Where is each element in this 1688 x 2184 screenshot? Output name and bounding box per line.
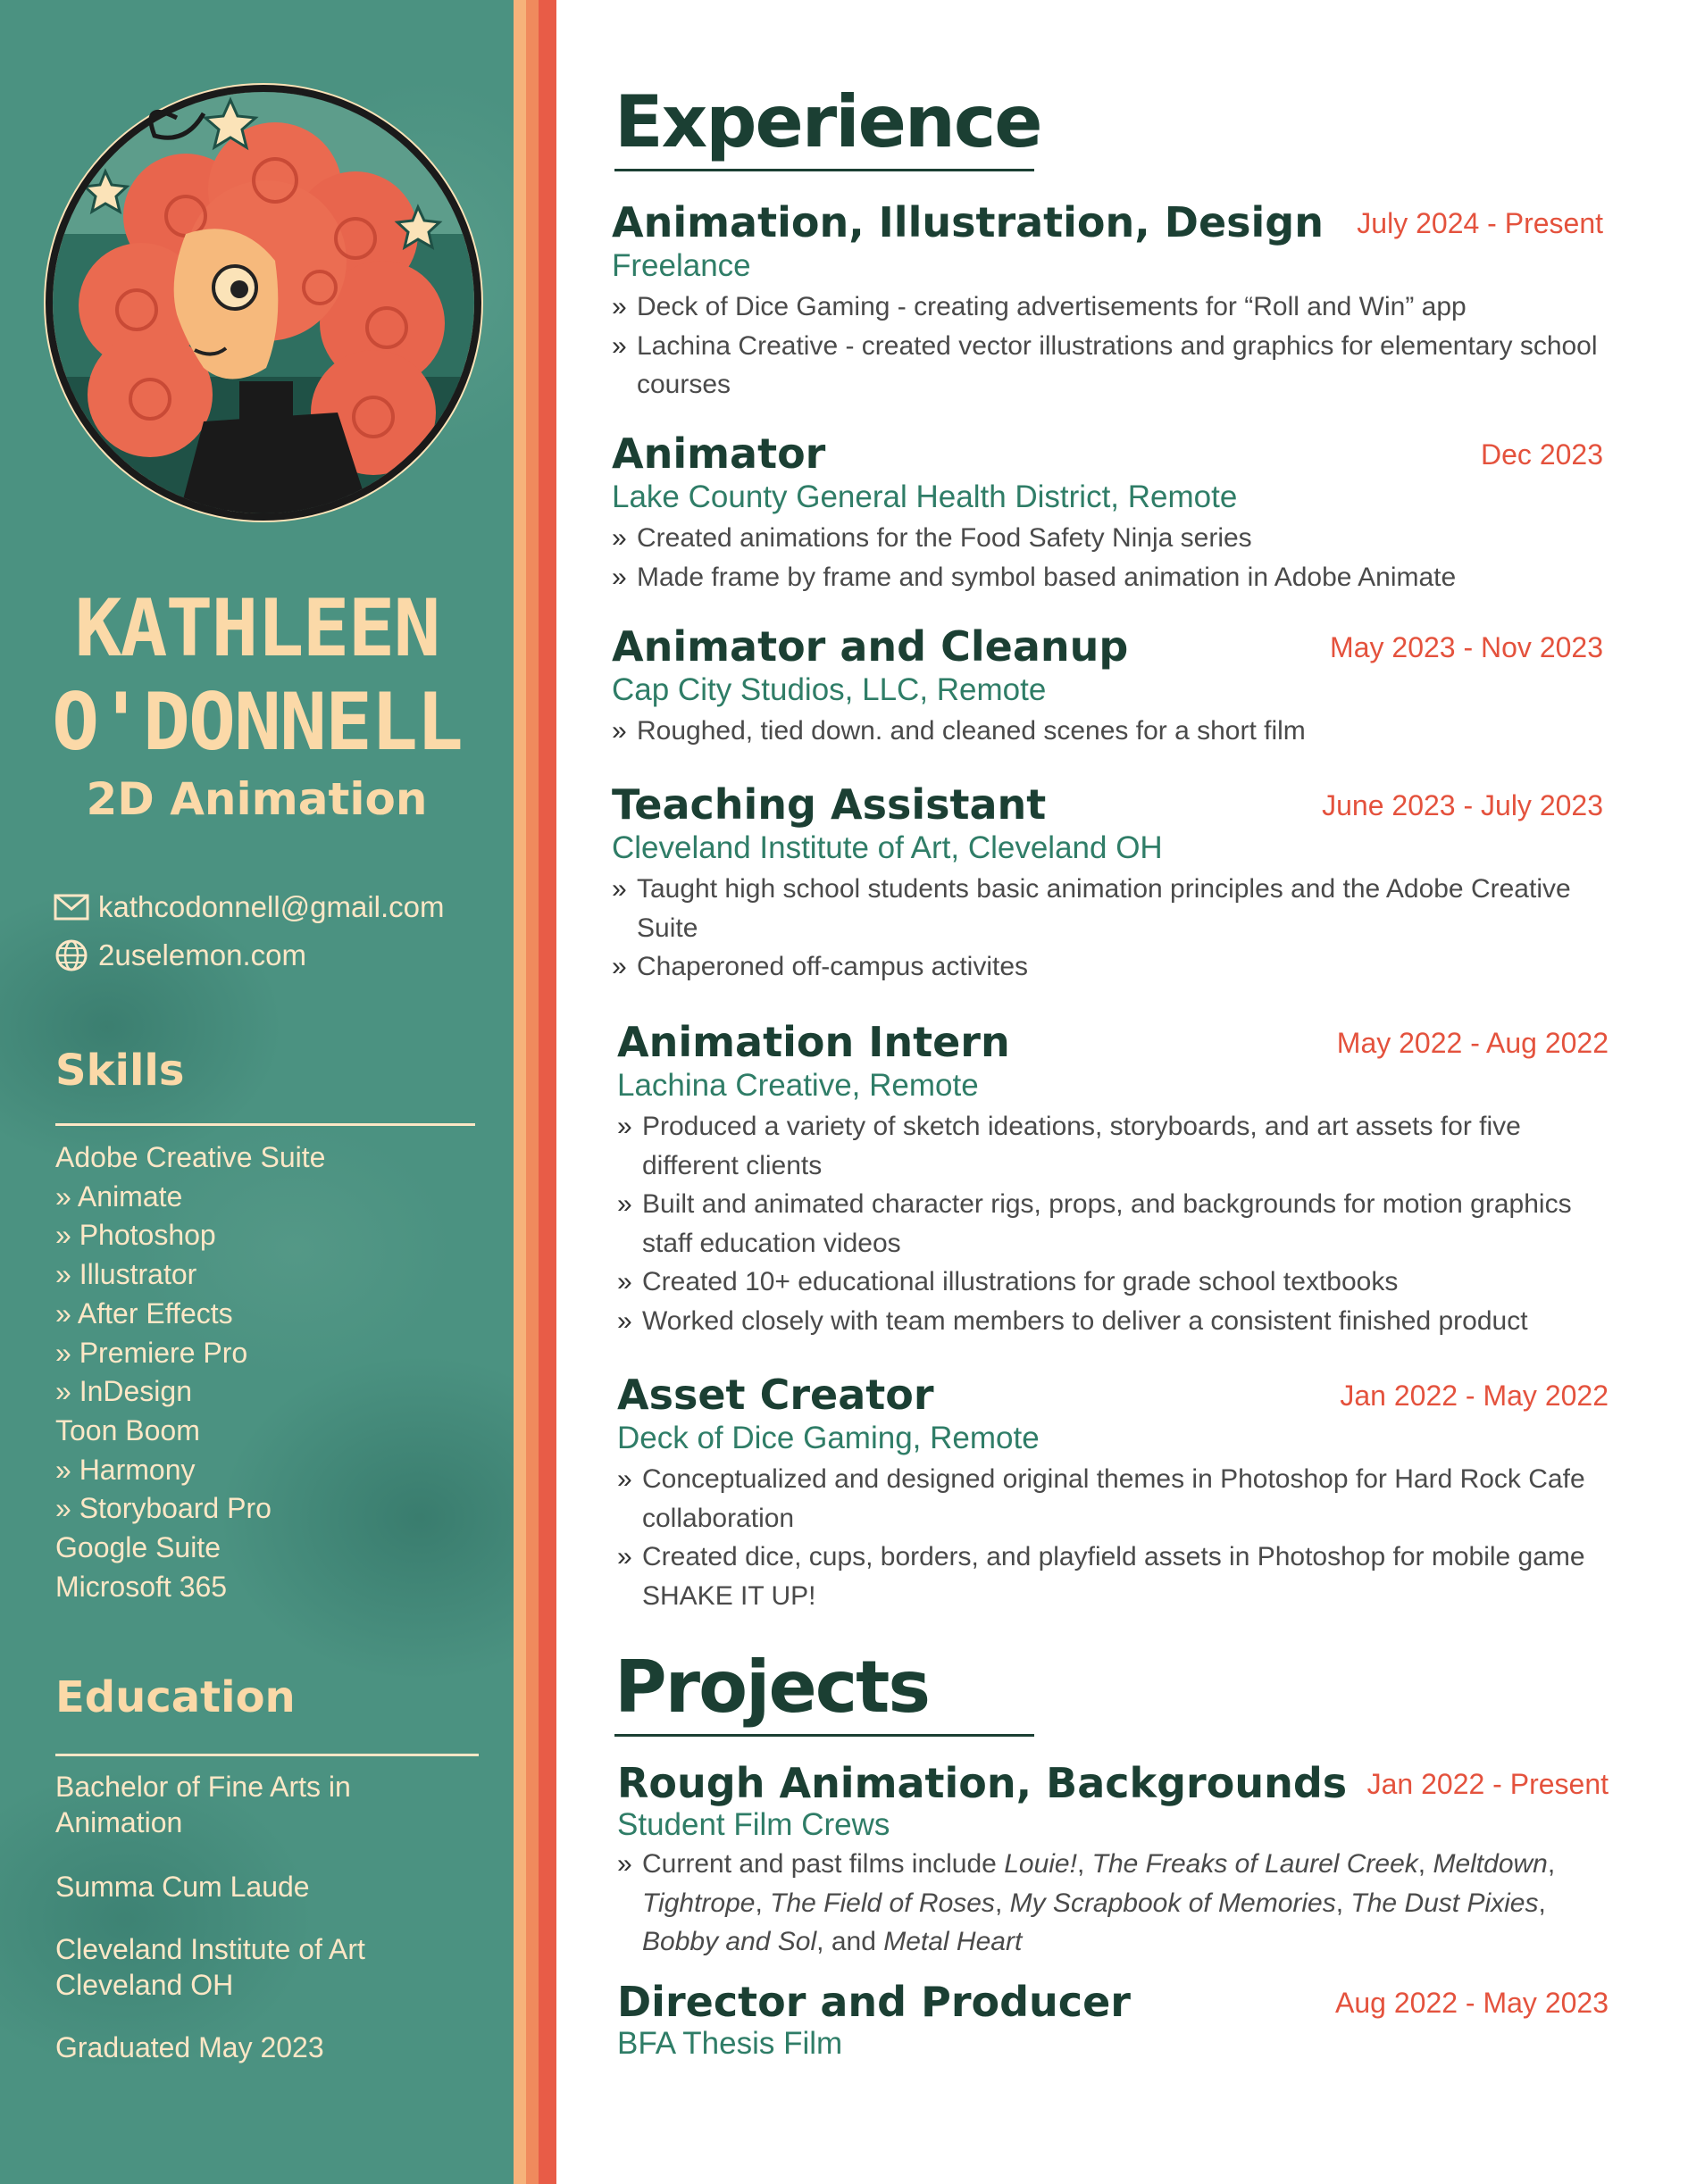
email-contact[interactable]	[54, 890, 445, 924]
job-bullet: » Conceptualized and designed original themes in Photoshop for Hard Rock Cafe collaboration	[617, 1460, 1609, 1538]
job-organization: Cleveland Institute of Art, Cleveland OH	[612, 830, 1163, 865]
skill-subitem: » Storyboard Pro	[55, 1489, 325, 1529]
email-text[interactable]: kathcodonnell@gmail.com	[98, 890, 445, 923]
job-date: July 2024 - Present	[1357, 207, 1603, 239]
project-organization: Student Film Crews	[617, 1807, 890, 1842]
job-entry	[612, 198, 1603, 404]
job-title: Animation, Illustration, Design	[612, 198, 1324, 246]
job-organization: Cap City Studios, LLC, Remote	[612, 672, 1047, 707]
skill-subitem: » Animate	[55, 1178, 325, 1217]
experience-divider	[614, 169, 1034, 171]
project-films: » Current and past films include Louie!, The Freaks of Laurel Creek, Meltdown, Tightrope, The Field of Roses, My Scrapbook of Memories, The Dust Pixies, Bobby and Sol, and Metal Heart	[617, 1845, 1609, 1962]
job-title: Asset Creator	[617, 1371, 934, 1419]
film-title: The Freaks of Laurel Creek	[1091, 1849, 1418, 1879]
film-title: Tightrope	[642, 1888, 756, 1918]
job-organization: Lachina Creative, Remote	[617, 1068, 979, 1103]
skills-divider	[55, 1123, 475, 1126]
film-title: My Scrapbook of Memories	[1009, 1888, 1336, 1918]
film-title: Metal Heart	[883, 1927, 1023, 1956]
film-title: The Field of Roses	[770, 1888, 995, 1918]
first-name: KATHLEEN	[74, 582, 439, 674]
job-entry	[617, 1371, 1609, 1615]
skill-subitem: » Premiere Pro	[55, 1334, 325, 1373]
last-name: O'DONNELL	[52, 676, 462, 768]
skill-item: Adobe Creative Suite	[55, 1141, 326, 1173]
job-date: Jan 2022 - May 2022	[1340, 1380, 1609, 1412]
film-title: Bobby and Sol	[642, 1927, 817, 1956]
accent-stripe-red	[539, 0, 556, 2184]
job-bullet: » Chaperoned off-campus activites	[612, 947, 1603, 987]
skill-item: Toon Boom	[55, 1413, 200, 1446]
education-graduated: Graduated May 2023	[55, 2031, 324, 2063]
film-title: Meltdown	[1433, 1849, 1548, 1879]
project-entry	[617, 1759, 1609, 1962]
job-bullet: » Deck of Dice Gaming - creating advertisements for “Roll and Win” app	[612, 288, 1603, 327]
job-date: June 2023 - July 2023	[1322, 789, 1603, 821]
job-bullet: » Lachina Creative - created vector illustrations and graphics for elementary school courses	[612, 327, 1603, 404]
job-bullet: » Created dice, cups, borders, and playfield assets in Photoshop for mobile game SHAKE IT UP!	[617, 1538, 1609, 1615]
job-entry	[612, 429, 1603, 596]
education-divider	[55, 1754, 479, 1756]
job-organization: Deck of Dice Gaming, Remote	[617, 1421, 1040, 1455]
project-title: Rough Animation, Backgrounds	[617, 1759, 1348, 1807]
website-contact[interactable]	[54, 938, 306, 973]
job-organization: Freelance	[612, 248, 751, 283]
project-organization: BFA Thesis Film	[617, 2026, 843, 2061]
education-heading: Education	[55, 1672, 296, 1722]
job-bullets	[612, 712, 1603, 751]
job-bullet: » Taught high school students basic animation principles and the Adobe Creative Suite	[612, 870, 1603, 947]
job-bullet: » Worked closely with team members to deliver a consistent finished product	[617, 1302, 1609, 1341]
job-entry	[617, 1018, 1609, 1340]
role-title: 2D Animation	[86, 773, 428, 825]
project-title: Director and Producer	[617, 1978, 1131, 2026]
job-bullet: » Created animations for the Food Safety Ninja series	[612, 519, 1603, 558]
main-content	[607, 0, 1608, 2184]
skills-list	[55, 1138, 325, 1606]
project-date: Aug 2022 - May 2023	[1335, 1987, 1609, 2019]
job-bullets	[612, 288, 1603, 404]
skill-item: Microsoft 365	[55, 1570, 228, 1603]
skill-subitem: » Photoshop	[55, 1216, 325, 1255]
globe-icon	[54, 938, 89, 973]
job-bullet: » Built and animated character rigs, props, and backgrounds for motion graphics staff education videos	[617, 1185, 1609, 1263]
job-date: May 2022 - Aug 2022	[1336, 1027, 1609, 1059]
job-bullet: » Made frame by frame and symbol based animation in Adobe Animate	[612, 558, 1603, 597]
envelope-icon	[54, 894, 89, 921]
job-bullets	[612, 870, 1603, 987]
job-title: Teaching Assistant	[612, 780, 1047, 829]
job-date: May 2023 - Nov 2023	[1330, 631, 1603, 663]
job-organization: Lake County General Health District, Remote	[612, 479, 1238, 514]
education-school: Cleveland Institute of Art Cleveland OH	[55, 1933, 365, 2001]
film-title: Louie!	[1004, 1849, 1077, 1879]
job-bullets	[617, 1460, 1609, 1615]
portrait-illustration	[43, 82, 484, 523]
projects-heading: Projects	[614, 1646, 930, 1729]
accent-stripe-peach	[514, 0, 526, 2184]
job-entry	[612, 622, 1603, 751]
experience-heading: Experience	[614, 80, 1041, 163]
job-date: Dec 2023	[1481, 438, 1603, 471]
skill-subitem: » InDesign	[55, 1372, 325, 1412]
website-text[interactable]: 2uselemon.com	[98, 938, 306, 971]
job-bullets	[612, 519, 1603, 596]
job-entry	[612, 780, 1603, 987]
job-title: Animator and Cleanup	[612, 622, 1129, 671]
job-bullet: » Roughed, tied down. and cleaned scenes for a short film	[612, 712, 1603, 751]
project-date: Jan 2022 - Present	[1366, 1768, 1609, 1800]
sidebar	[0, 0, 514, 2184]
education-degree: Bachelor of Fine Arts in Animation	[55, 1771, 351, 1838]
skill-subitem: » After Effects	[55, 1295, 325, 1334]
job-title: Animator	[612, 429, 826, 478]
projects-divider	[614, 1734, 1034, 1737]
skill-subitem: » Illustrator	[55, 1255, 325, 1295]
skills-heading: Skills	[55, 1046, 185, 1096]
skill-item: Google Suite	[55, 1531, 221, 1564]
job-bullet: » Produced a variety of sketch ideations, storyboards, and art assets for five different clients	[617, 1107, 1609, 1185]
job-bullet: » Created 10+ educational illustrations for grade school textbooks	[617, 1263, 1609, 1302]
project-entry	[617, 1978, 1609, 2062]
film-title: The Dust Pixies	[1350, 1888, 1539, 1918]
job-bullets	[617, 1107, 1609, 1340]
project-bullets	[617, 1845, 1609, 1962]
education-honor: Summa Cum Laude	[55, 1871, 310, 1903]
job-title: Animation Intern	[617, 1018, 1010, 1066]
skill-subitem: » Harmony	[55, 1451, 325, 1490]
accent-stripe-orange	[526, 0, 539, 2184]
